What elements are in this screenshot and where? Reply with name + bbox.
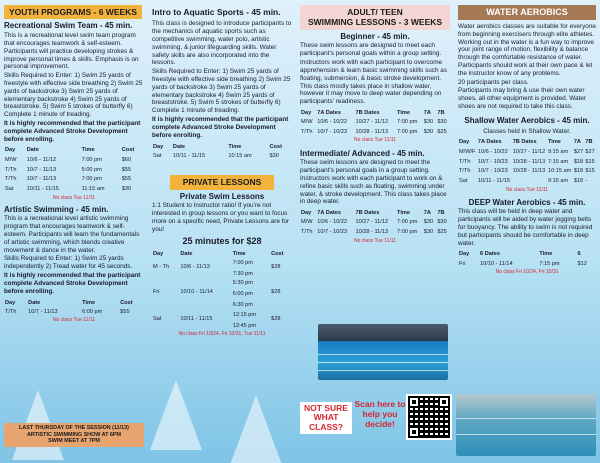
table-row bbox=[152, 258, 292, 279]
column-header: 7B bbox=[437, 109, 445, 116]
youth-programs-banner: YOUTH PROGRAMS - 6 WEEKS bbox=[4, 5, 142, 19]
cell: 10/28 - 11/13 bbox=[355, 229, 389, 236]
beginner-no-class-note: No class Tue 11/11 bbox=[353, 137, 397, 144]
table-row bbox=[458, 147, 596, 157]
column-header: Day bbox=[459, 139, 470, 146]
time-slot: 12:45 pm bbox=[232, 322, 257, 329]
rec-swim-description: This is a recreational level swim team program that encourages teamwork & self-esteem. Participants will practice developing strokes & improve personal times & skills. Emphasis is on personal improvement. bbox=[4, 32, 139, 71]
column-header: 7A Dates bbox=[477, 139, 502, 146]
artistic-swim-title: Artistic Swimming - 45 min. bbox=[4, 204, 109, 214]
column-header: Date bbox=[172, 143, 186, 150]
table-row bbox=[300, 118, 450, 128]
table-row bbox=[152, 279, 292, 310]
rec-swim-recommendation: It is highly recommended that the participant complete Advanced Stroke Development before enrolling. bbox=[4, 120, 141, 143]
column-header: 7A bbox=[423, 210, 431, 217]
column-header: Cost bbox=[121, 147, 135, 154]
cell: $30 bbox=[423, 129, 434, 136]
rec-swim-schedule-table bbox=[4, 146, 144, 194]
cell: 10:15 am bbox=[547, 168, 572, 175]
notice-line: ARTISTIC SWIMMING SHOW AT 6PM bbox=[26, 431, 122, 438]
private-lessons-description: 1:1 Student to Instructor ratio! If you're not interested in group lessons or you want to focus more on a specific need, Private Lessons are for you! bbox=[152, 202, 290, 233]
intro-aquatic-title: Intro to Aquatic Sports - 45 min. bbox=[152, 7, 281, 17]
column-header: Time bbox=[82, 299, 96, 306]
table-row bbox=[300, 218, 450, 228]
cell: T/Th bbox=[301, 129, 313, 136]
column-header: 7A bbox=[423, 109, 431, 116]
qr-finder bbox=[408, 426, 420, 438]
cell: $30 bbox=[437, 219, 447, 226]
cell: Sat bbox=[153, 152, 162, 159]
cell: M/W bbox=[5, 156, 17, 163]
not-sure-what-class: NOT SURE WHAT CLASS? bbox=[300, 402, 352, 434]
shallow-aerobics-title: Shallow Water Aerobics - 45 min. bbox=[464, 115, 590, 125]
private-lessons-title: Private Swim Lessons bbox=[179, 191, 265, 201]
table-row bbox=[4, 165, 144, 175]
cell: T/Th bbox=[459, 158, 471, 165]
column-header: Day bbox=[459, 251, 470, 258]
cell: $30 bbox=[423, 219, 434, 226]
rec-swim-skills: Skills Required to Enter: 1) Swim 25 yards of freestyle with effective side breathing 2) Swim 25 yards of backstroke 3) Swim 25 yards of elementary backstroke 4) Swim 25 yards of breaststroke. 5) Swim 5 strokes of butterfly 6) Complete 1 minute of treading. bbox=[4, 72, 143, 119]
cell: 9:15 am bbox=[547, 148, 569, 155]
cell: 10:15 am bbox=[228, 152, 252, 159]
table-row bbox=[458, 157, 596, 167]
intro-aquatic-recommendation: It is highly recommended that the participant complete Advanced Stroke Development before enrolling. bbox=[152, 116, 289, 139]
artistic-swim-skills: Skills Required to Enter: 1) Swim 25 yards independently 2) Tread water for 45 seconds. bbox=[4, 255, 133, 271]
cell: $27 bbox=[585, 148, 595, 155]
deep-aerobics-schedule-table bbox=[458, 250, 596, 269]
column-header: Day bbox=[5, 299, 16, 306]
qr-code[interactable] bbox=[406, 394, 452, 440]
cell: 10/7 - 11/13 bbox=[26, 176, 57, 183]
cell: Fri bbox=[153, 288, 160, 295]
shallow-aerobics-schedule-table bbox=[458, 138, 596, 186]
qr-finder bbox=[438, 396, 450, 408]
adult-teen-banner bbox=[300, 5, 450, 30]
column-header: 7B bbox=[437, 210, 445, 217]
cell: 11:15 am bbox=[81, 186, 105, 193]
cell: 10/11 - 11/15 bbox=[477, 178, 510, 185]
table-row bbox=[152, 310, 292, 331]
cell: T/Th bbox=[5, 176, 17, 183]
rec-swim-title: Recreational Swim Team - 45 min. bbox=[4, 21, 133, 31]
cell: 6:00 pm bbox=[82, 308, 103, 315]
table-header-row bbox=[4, 299, 144, 308]
column-header: Cost bbox=[120, 299, 133, 306]
cell: $30 bbox=[437, 119, 447, 126]
cell: 10/11 - 11/15 bbox=[180, 316, 213, 323]
intermediate-description: These swim lessons are designed to meet the participant's personal goals in a group setting. Instructors work with each participant to work on & refine basic skills such as floating, swimming under water, & stroke development. This class takes place in deep water. bbox=[300, 159, 447, 206]
column-header: Time bbox=[547, 139, 561, 146]
intro-private-column bbox=[148, 0, 296, 463]
artistic-swim-no-class-note: No class Tue 11/11 bbox=[52, 317, 96, 324]
cell: M/W bbox=[301, 219, 313, 226]
column-header: Time bbox=[397, 109, 410, 116]
cell bbox=[232, 310, 270, 331]
cell: 10/28 - 11/13 bbox=[512, 158, 546, 165]
cell: $30 bbox=[423, 229, 434, 236]
column-header: 7B Dates bbox=[355, 210, 380, 217]
time-slot: 7:30 pm bbox=[232, 270, 253, 277]
cell: 10/7 - 10/23 bbox=[477, 158, 508, 165]
cell: 10/27 - 11/12 bbox=[355, 119, 389, 126]
cell: T/Th bbox=[459, 168, 471, 175]
cell: 10/11 - 11/15 bbox=[172, 152, 206, 159]
cell bbox=[512, 177, 547, 187]
cell: 10/7 - 10/23 bbox=[317, 229, 348, 236]
cell: 10/7 - 10/23 bbox=[317, 129, 348, 136]
column-header: Day bbox=[153, 143, 164, 150]
table-row bbox=[458, 167, 596, 177]
column-header: Time bbox=[397, 210, 410, 217]
beginner-description-detail: Instructors work with each participant to overcome apprehension & learn basic swimming skills such as floating, submersion, & basic stroke development. This class mostly takes place in shallow water, however it may move to deep water depending on participants' readiness. bbox=[300, 59, 448, 106]
artistic-show-notice bbox=[4, 423, 144, 447]
intermediate-schedule-table bbox=[300, 209, 450, 237]
time-slot: 5:30 pm bbox=[232, 280, 253, 287]
column-header: 7B Dates bbox=[512, 139, 537, 146]
cell: $18 bbox=[573, 168, 584, 175]
cell: Fri bbox=[459, 260, 466, 267]
cell: M/W bbox=[301, 119, 313, 126]
column-header: Day bbox=[301, 210, 312, 217]
intermediate-no-class-note: No class Tue 11/11 bbox=[353, 237, 397, 244]
column-header: 6 Dates bbox=[480, 251, 500, 258]
water-aerobics-capacity: 20 participants per class. bbox=[458, 78, 529, 86]
table-row bbox=[458, 259, 596, 269]
notice-line: SWIM MEET AT 7PM bbox=[48, 438, 100, 445]
table-row bbox=[4, 155, 144, 165]
table-row bbox=[4, 175, 144, 185]
time-slot: 7:00 pm bbox=[232, 259, 253, 266]
cell: 10/27 - 11/12 bbox=[512, 148, 546, 155]
cell: 10/28 - 11/13 bbox=[355, 129, 389, 136]
cell: $27 bbox=[573, 148, 584, 155]
cell: 10/6 - 10/22 bbox=[477, 148, 508, 155]
column-header: Time bbox=[228, 143, 242, 150]
cell: 10/7 - 10/23 bbox=[477, 168, 508, 175]
cell: 10/28 - 11/13 bbox=[512, 168, 546, 175]
youth-programs-column bbox=[0, 0, 148, 463]
cell: Sat bbox=[459, 178, 468, 185]
cell: 7:00 pm bbox=[397, 129, 418, 136]
cell: 10/7 - 11/13 bbox=[28, 308, 58, 315]
cell: 10/6 - 10/22 bbox=[317, 119, 348, 126]
table-header-row bbox=[152, 250, 292, 259]
scan-qr-prompt: Scan here to help you decide! bbox=[354, 399, 406, 429]
cell: 9:15 am bbox=[547, 178, 569, 185]
cell: M - Th bbox=[153, 264, 170, 271]
cell: 5:00 pm bbox=[81, 166, 102, 173]
artistic-swim-schedule-table bbox=[4, 299, 144, 318]
cell: $15 bbox=[585, 168, 595, 175]
intro-aquatic-description: This class is designed to introduce participants to the mechanics of aquatic sports such as competitive swimming, water polo, artistic swimming, & junior lifeguarding skills. Water safety skills are also incorporated into the lessons. bbox=[152, 20, 292, 67]
cell: $28 bbox=[271, 264, 281, 271]
column-header: 7A Dates bbox=[317, 210, 341, 217]
table-header-row bbox=[300, 109, 450, 118]
deep-aerobics-no-class-note: No class Fri 10/24, Fri 10/31 bbox=[495, 269, 559, 276]
cell: $18 bbox=[573, 178, 584, 185]
cell: $25 bbox=[437, 229, 447, 236]
cell: 10/11 - 11/15 bbox=[26, 186, 59, 193]
cell: $30 bbox=[423, 119, 434, 126]
cell bbox=[232, 258, 270, 279]
private-lessons-price: 25 minutes for $28 bbox=[182, 235, 262, 246]
column-header: Date bbox=[28, 299, 41, 306]
cell: $15 bbox=[585, 158, 595, 165]
cell: Sat bbox=[153, 316, 162, 323]
cell: $30 bbox=[269, 152, 279, 159]
column-header: 7A Dates bbox=[317, 109, 341, 116]
cell: $25 bbox=[437, 129, 447, 136]
cell: 10/6 - 11/12 bbox=[26, 156, 57, 163]
cell: T/Th bbox=[5, 166, 17, 173]
table-row bbox=[152, 151, 292, 161]
table-header-row bbox=[300, 209, 450, 218]
water-aerobics-photo bbox=[456, 394, 596, 456]
cell: 7:00 pm bbox=[397, 229, 418, 236]
table-header-row bbox=[458, 250, 596, 259]
cell: $60 bbox=[121, 156, 132, 163]
cell: T/Th bbox=[5, 308, 17, 315]
water-aerobics-equipment: Participants may bring & use their own water shoes, all other equipment is provided. Water shoes are not required to take this class. bbox=[458, 87, 586, 111]
column-header: 6 bbox=[577, 251, 581, 258]
cell: 10/10 - 11/14 bbox=[480, 260, 513, 267]
cell: 7:00 pm bbox=[81, 176, 102, 183]
adult-teen-banner-line: ADULT/ TEEN bbox=[347, 7, 403, 17]
column-header: Time bbox=[81, 147, 95, 154]
private-lessons-banner: PRIVATE LESSONS bbox=[170, 175, 274, 189]
cell: 7:00 pm bbox=[81, 156, 102, 163]
column-header: Day bbox=[301, 109, 312, 116]
column-header: 7A bbox=[573, 139, 581, 146]
column-header: Cost bbox=[271, 250, 284, 257]
water-aerobics-banner: WATER AEROBICS bbox=[458, 5, 596, 20]
shallow-aerobics-subtitle: Classes held in Shallow Water. bbox=[483, 127, 571, 135]
cell: Sat bbox=[5, 186, 14, 193]
cell: $55 bbox=[121, 176, 132, 183]
column-header: Cost bbox=[269, 143, 282, 150]
table-row bbox=[4, 185, 144, 195]
cell bbox=[232, 279, 270, 310]
intermediate-title: Intermediate/ Advanced - 45 min. bbox=[300, 148, 425, 158]
time-slot: 6:00 pm bbox=[232, 291, 253, 298]
table-row bbox=[458, 177, 596, 187]
private-lessons-schedule-table bbox=[152, 250, 292, 332]
deep-aerobics-description: This class will be held in deep water and participants will be aided by water jogging belts for buoyancy. The ability to swim is not required but participants should be comfortable in deep water. bbox=[458, 208, 593, 247]
table-header-row bbox=[4, 146, 144, 155]
shallow-aerobics-no-class-note: No class Tue 11/11 bbox=[505, 186, 549, 193]
beginner-title: Beginner - 45 min. bbox=[340, 31, 410, 41]
cell: 10/7 - 11/13 bbox=[26, 166, 57, 173]
column-header: Time bbox=[539, 251, 553, 258]
cell: 7:15 am bbox=[547, 158, 569, 165]
column-header: Date bbox=[180, 250, 193, 257]
deep-aerobics-title: DEEP Water Aerobics - 45 min. bbox=[468, 197, 586, 207]
cell: $28 bbox=[271, 288, 281, 295]
cell: 10/6 - 11/13 bbox=[180, 264, 210, 271]
cell: $30 bbox=[121, 186, 132, 193]
cell: 10/27 - 11/12 bbox=[355, 219, 389, 226]
cell: T/Th bbox=[301, 229, 313, 236]
table-row bbox=[4, 307, 144, 317]
cell: $12 bbox=[577, 260, 587, 267]
table-row bbox=[300, 128, 450, 138]
rec-swim-no-class-note: No class Tue 11/11 bbox=[52, 194, 96, 201]
beginner-schedule-table bbox=[300, 109, 450, 137]
column-header: Time bbox=[232, 250, 246, 257]
cell: 7:00 pm bbox=[397, 219, 418, 226]
column-header: Date bbox=[26, 147, 39, 154]
adult-teen-banner-line: SWIMMING LESSONS - 3 WEEKS bbox=[307, 17, 443, 28]
cell: - bbox=[585, 178, 588, 185]
column-header: 7B bbox=[585, 139, 593, 146]
notice-line: LAST THURSDAY OF THE SESSION (11/13) bbox=[19, 425, 129, 431]
time-slot: 6:30 pm bbox=[232, 302, 253, 309]
cell: 7:15 pm bbox=[539, 260, 560, 267]
cell: 10/10 - 11/14 bbox=[180, 288, 213, 295]
artistic-swim-description: This is a recreational level artistic swimming program that encourages teamwork & self-esteem. Participants will learn the fundamentals of artistic swimming, which blends creative movement & dance in the water. bbox=[4, 215, 140, 254]
column-header: 7B Dates bbox=[355, 109, 380, 116]
qr-finder bbox=[408, 396, 420, 408]
intro-aquatic-skills: Skills Required to Enter: 1) Swim 25 yards of freestyle with effective side breathing 2) Swim 25 yards of backstroke 3) Swim 25 yards of elementary backstroke 4) Swim 25 yards of breaststroke. 5) Swim 5 strokes of butterfly 6) Complete 1 minute of treading. bbox=[152, 68, 291, 115]
cell: M/W/F bbox=[459, 148, 476, 155]
cell: $55 bbox=[120, 308, 130, 315]
column-header: Day bbox=[5, 147, 16, 154]
table-row bbox=[300, 228, 450, 238]
time-slot: 12:15 pm bbox=[232, 311, 257, 318]
water-aerobics-description: Water aerobics classes are suitable for everyone from beginning exercisers through elite athletes. Working out in the water is a fun way to improve your joint range of motion, flexibility & balance through the comfortable resistance of water. Participants should work at their own pace & let the instructor know of any problems. bbox=[458, 22, 596, 77]
artistic-swim-recommendation: It is highly recommended that the participant complete Advanced Stroke Development before enrolling. bbox=[4, 272, 141, 295]
cell: 7:00 pm bbox=[397, 119, 418, 126]
cell: $28 bbox=[271, 316, 281, 323]
cell: $55 bbox=[121, 166, 132, 173]
column-header: Day bbox=[153, 250, 164, 257]
table-header-row bbox=[458, 138, 596, 147]
cell: $18 bbox=[573, 158, 584, 165]
intro-aquatic-schedule-table bbox=[152, 143, 292, 162]
table-header-row bbox=[152, 143, 292, 152]
beginner-description: These swim lessons are designed to meet each participant's personal goals within a group setting. bbox=[300, 42, 442, 58]
indoor-pool-photo bbox=[318, 324, 448, 380]
cell: 10/6 - 10/22 bbox=[317, 219, 348, 226]
private-lessons-no-class-note: No class Fri 10/24, Fri 10/31, Tue 11/11 bbox=[178, 331, 266, 337]
